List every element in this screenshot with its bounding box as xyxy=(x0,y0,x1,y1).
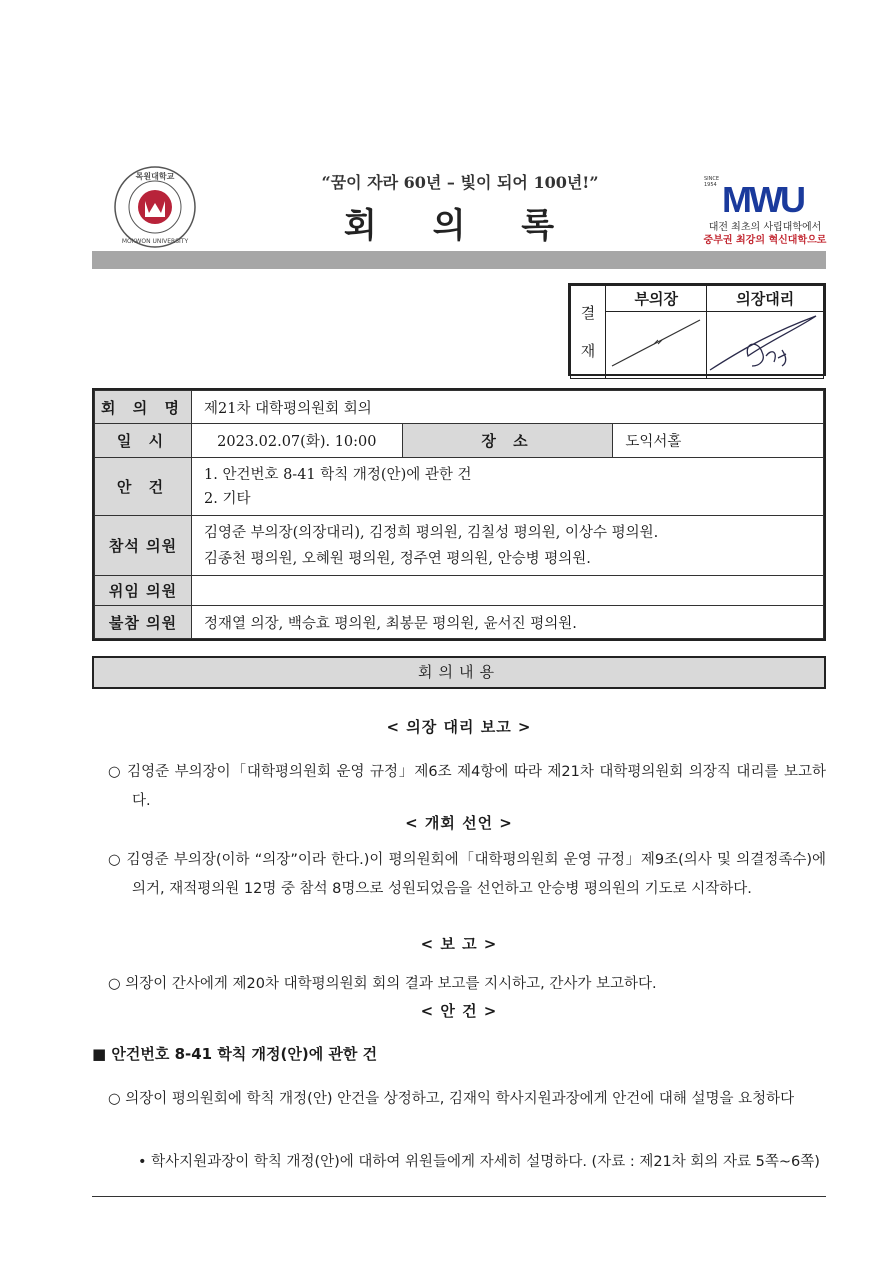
svg-text:1954: 1954 xyxy=(704,182,717,188)
approval-col-acting-chair: 의장대리 xyxy=(707,286,824,312)
meeting-name: 제21차 대학평의원회 회의 xyxy=(192,391,824,424)
university-seal-logo xyxy=(113,165,197,249)
vice-chair-signature xyxy=(606,312,707,379)
label-agenda: 안 건 xyxy=(95,458,192,516)
heading-agenda: < 안 건 > xyxy=(420,1002,498,1020)
approval-col-vice-chair: 부의장 xyxy=(606,286,707,312)
label-meeting-name: 회 의 명 xyxy=(95,391,192,424)
paragraph-agenda-explanation: • 학사지원과장이 학칙 개정(안)에 대하여 위원들에게 자세히 설명하다. (자료 : 제21차 회의 자료 5쪽~6쪽) xyxy=(138,1154,820,1170)
paragraph-report: ○ 의장이 간사에게 제20차 대학평의원회 회의 결과 보고를 지시하고, 간사가 보고하다. xyxy=(108,976,657,992)
header-divider-bar xyxy=(92,251,826,269)
label-datetime: 일 시 xyxy=(95,424,192,458)
agenda-item: 1. 안건번호 8-41 학칙 개정(안)에 관한 건 xyxy=(204,466,472,483)
heading-acting-chair-report: < 의장 대리 보고 > xyxy=(386,718,532,736)
meeting-place: 도익서홀 xyxy=(613,424,824,458)
paragraph-acting-chair: ○ 김영준 부의장이「대학평의원회 운영 규정」제6조 제4항에 따라 제21차 대학평의원회 의장직 대리를 보고하다. xyxy=(108,764,826,809)
delegated-members xyxy=(192,576,824,606)
brand-tagline-1: 대전 최초의 사립대학에서 xyxy=(708,222,822,233)
agenda-list xyxy=(192,458,824,516)
attending-members: 김영준 부의장(의장대리), 김정희 평의원, 김칠성 평의원, 이상수 평의원. 김종천 평의원, 오혜원 평의원, 정주연 평의원, 안승병 평의원. xyxy=(192,516,824,576)
paragraph-opening: ○ 김영준 부의장(이하 “의장”이라 한다.)이 평의원회에「대학평의원회 운영 규정」제9조(의사 및 의결정족수)에 의거, 재적평의원 12명 중 참석 8명으로 성원되었음을 선언하고 안승병 평의원의 기도로 시작하다. xyxy=(108,852,826,897)
paragraph-agenda-proposal: ○ 의장이 평의원회에 학칙 개정(안) 안건을 상정하고, 김재익 학사지원과장에게 안건에 대해 설명을 요청하다 xyxy=(108,1091,795,1107)
agenda-item-heading: ■ 안건번호 8-41 학칙 개정(안)에 관한 건 xyxy=(92,1045,378,1063)
label-delegated: 위임 의원 xyxy=(95,576,192,606)
svg-text:SINCE: SINCE xyxy=(704,176,720,182)
label-place: 장 소 xyxy=(402,424,613,458)
section-title: 회의내용 xyxy=(92,656,826,689)
bottom-rule xyxy=(92,1196,826,1197)
label-attending: 참석 의원 xyxy=(95,516,192,576)
label-absent: 불참 의원 xyxy=(95,606,192,639)
svg-text:MOKWON UNIVERSITY: MOKWON UNIVERSITY xyxy=(121,238,189,245)
document-title: 회 의 록 xyxy=(343,206,577,246)
svg-text:MWU: MWU xyxy=(722,179,803,220)
slogan: “꿈이 자라 60년 – 빛이 되어 100년!” xyxy=(321,173,599,192)
svg-text:목원대학교: 목원대학교 xyxy=(135,172,175,181)
approval-box xyxy=(568,283,826,376)
meeting-info-table xyxy=(92,388,826,641)
brand-tagline-2: 중부권 최강의 혁신대학으로 xyxy=(703,235,827,246)
approval-side-label: 결 재 xyxy=(571,286,606,379)
acting-chair-signature xyxy=(707,312,824,379)
heading-opening: < 개회 선언 > xyxy=(405,814,513,832)
agenda-item: 2. 기타 xyxy=(204,490,251,507)
absent-members: 정재열 의장, 백승효 평의원, 최봉문 평의원, 윤서진 평의원. xyxy=(192,606,824,639)
heading-report: < 보 고 > xyxy=(420,935,498,953)
meeting-datetime: 2023.02.07(화). 10:00 xyxy=(192,424,403,458)
